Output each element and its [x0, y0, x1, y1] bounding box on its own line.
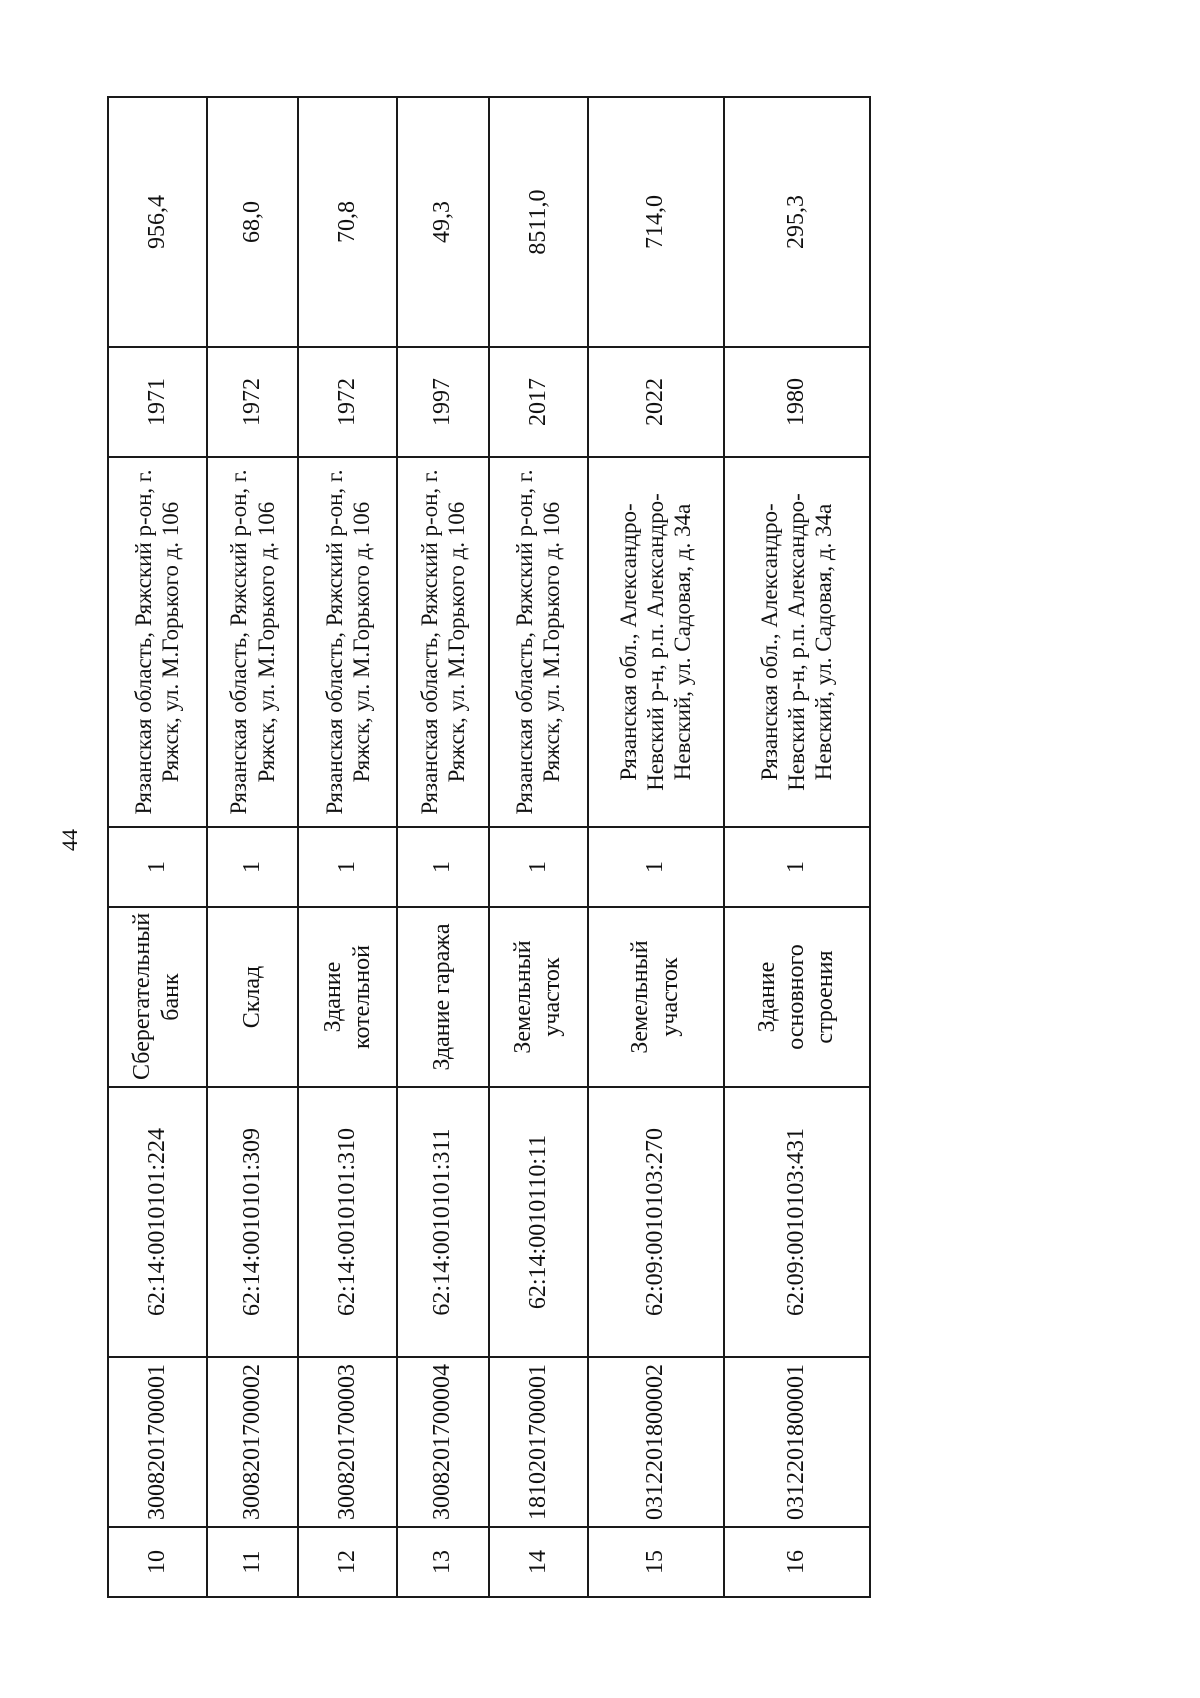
registry-number: 1810201700001: [489, 1357, 588, 1527]
year: 1972: [298, 347, 397, 457]
page-number: 44: [57, 829, 82, 851]
table-row: [489, 97, 588, 1597]
area: 714,0: [588, 97, 724, 347]
year: 1997: [397, 347, 489, 457]
row-number: 13: [397, 1527, 489, 1597]
row-number: 12: [298, 1527, 397, 1597]
year: 1980: [724, 347, 871, 457]
year: 1972: [207, 347, 299, 457]
quantity: 1: [298, 827, 397, 907]
object-name: Земельный участок: [588, 907, 724, 1087]
year: 1971: [108, 347, 207, 457]
registry-number: 3008201700004: [397, 1357, 489, 1527]
object-name: Здание основного строения: [724, 907, 871, 1087]
area: 68,0: [207, 97, 299, 347]
address: Рязанская область, Ряжский р-он, г. Ряжск, ул. М.Горького д. 106: [298, 457, 397, 827]
address: Рязанская область, Ряжский р-он, г. Ряжск, ул. М.Горького д. 106: [207, 457, 299, 827]
registry-number: 3008201700001: [108, 1357, 207, 1527]
address: Рязанская обл., Александро-Невский р-н, р.п. Александро-Невский, ул. Садовая, д. 34а: [588, 457, 724, 827]
object-name: Здание котельной: [298, 907, 397, 1087]
cadastral-number: 62:14:0010101:311: [397, 1087, 489, 1357]
row-number: 14: [489, 1527, 588, 1597]
cadastral-number: 62:14:0010101:309: [207, 1087, 299, 1357]
registry-number: 3008201700003: [298, 1357, 397, 1527]
table-row: [397, 97, 489, 1597]
rotated-table-container: [107, 98, 871, 1598]
cadastral-number: 62:14:0010110:11: [489, 1087, 588, 1357]
registry-number: 0312201800002: [588, 1357, 724, 1527]
registry-number: 0312201800001: [724, 1357, 871, 1527]
area: 295,3: [724, 97, 871, 347]
cadastral-number: 62:09:0010103:270: [588, 1087, 724, 1357]
object-name: Склад: [207, 907, 299, 1087]
row-number: 10: [108, 1527, 207, 1597]
address: Рязанская область, Ряжский р-он, г. Ряжск, ул. М.Горького д. 106: [397, 457, 489, 827]
quantity: 1: [489, 827, 588, 907]
registry-number: 3008201700002: [207, 1357, 299, 1527]
table-row: [588, 97, 724, 1597]
year: 2022: [588, 347, 724, 457]
object-name: Сберегательный банк: [108, 907, 207, 1087]
table-row: [108, 97, 207, 1597]
quantity: 1: [397, 827, 489, 907]
cadastral-number: 62:09:0010103:431: [724, 1087, 871, 1357]
quantity: 1: [207, 827, 299, 907]
table-row: [724, 97, 871, 1597]
cadastral-number: 62:14:0010101:224: [108, 1087, 207, 1357]
quantity: 1: [724, 827, 871, 907]
address: Рязанская область, Ряжский р-он, г. Ряжск, ул. М.Горького д. 106: [489, 457, 588, 827]
row-number: 15: [588, 1527, 724, 1597]
property-registry-table: [107, 96, 871, 1598]
address: Рязанская обл., Александро-Невский р-н, р.п. Александро-Невский, ул. Садовая, д. 34а: [724, 457, 871, 827]
table-row: [298, 97, 397, 1597]
area: 956,4: [108, 97, 207, 347]
quantity: 1: [588, 827, 724, 907]
table-row: [207, 97, 299, 1597]
object-name: Земельный участок: [489, 907, 588, 1087]
address: Рязанская область, Ряжский р-он, г. Ряжск, ул. М.Горького д. 106: [108, 457, 207, 827]
year: 2017: [489, 347, 588, 457]
area: 49,3: [397, 97, 489, 347]
row-number: 16: [724, 1527, 871, 1597]
row-number: 11: [207, 1527, 299, 1597]
area: 8511,0: [489, 97, 588, 347]
quantity: 1: [108, 827, 207, 907]
cadastral-number: 62:14:0010101:310: [298, 1087, 397, 1357]
object-name: Здание гаража: [397, 907, 489, 1087]
area: 70,8: [298, 97, 397, 347]
